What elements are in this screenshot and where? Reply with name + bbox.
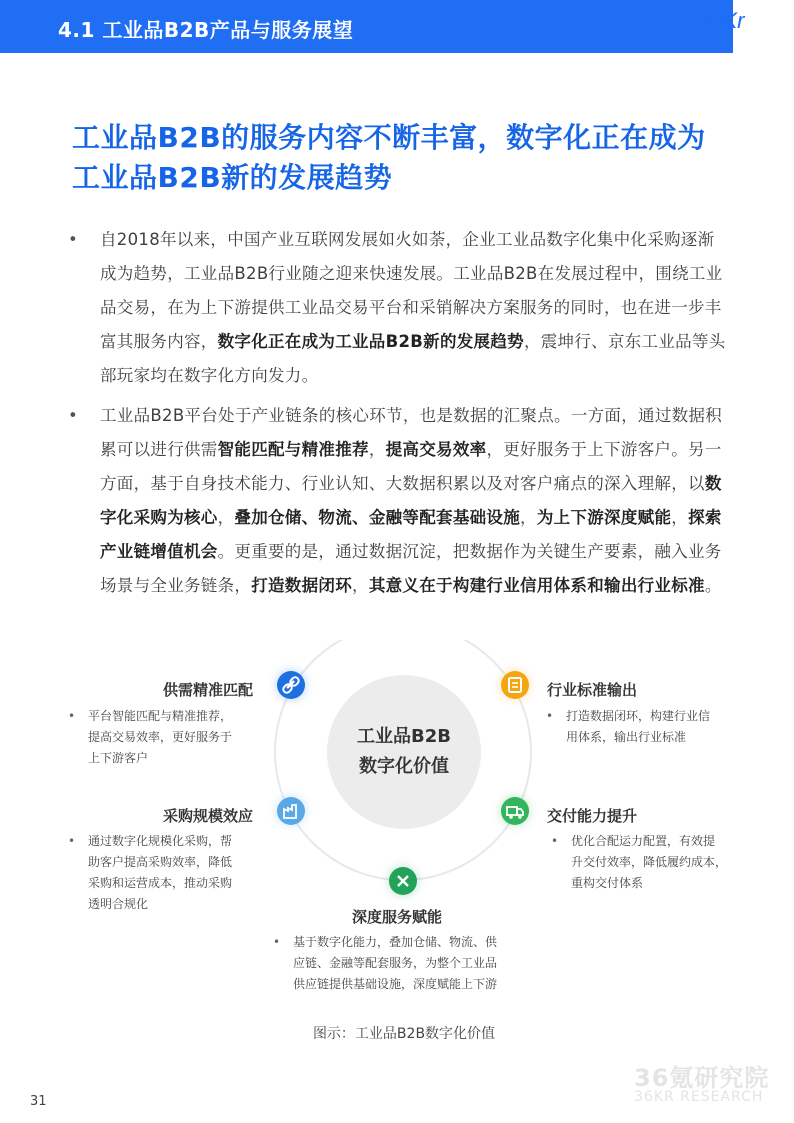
page-number: 31	[30, 1094, 47, 1109]
emphasis-text: 叠加仓储、物流、金融等配套基础设施	[234, 508, 521, 527]
tools-icon	[389, 867, 417, 895]
body-text: 。	[704, 576, 722, 595]
emphasis-text: 智能匹配与精准推荐	[217, 440, 369, 459]
body-text: ，	[520, 508, 537, 527]
link-icon	[277, 671, 305, 699]
body-text: ，震坤行、京东工业品等头部玩家均在数字化方向发力。	[100, 332, 726, 385]
emphasis-text: 其意义在于构建行业信用体系和输出行业标准	[368, 576, 705, 595]
watermark-en: 36KR RESEARCH	[634, 1089, 764, 1105]
logo-text: 36Kr	[698, 8, 745, 33]
node-desc-supply: • 平台智能匹配与精准推荐， 提高交易效率，更好服务于 上下游客户	[68, 709, 233, 765]
bullet-dot: •	[68, 230, 79, 249]
body-text: 工业品B2B平台处于产业链条的核心环节，也是数据的汇聚点。一方面，通过数据积累可以进行供需	[100, 406, 723, 459]
node-label-service: 深度服务赋能	[352, 908, 443, 926]
body-text: 。更重要的是，通过数据沉淀，把数据作为关键生产要素，融入业务场景与全业务链条，	[100, 542, 722, 595]
emphasis-text: 打造数据闭环	[251, 576, 353, 595]
emphasis-text: 探索产业链增值机会	[100, 508, 722, 561]
header-bar	[0, 0, 733, 53]
body-text: ，更好服务于上下游客户。另一方面，基于自身技术能力、行业认知、大数据积累以及对客户痛点的深入理解，以	[100, 440, 722, 493]
emphasis-text: 提高交易效率	[385, 440, 487, 459]
section-title: 4.1 工业品B2B产品与服务展望	[58, 18, 354, 42]
bullet-list	[68, 223, 728, 609]
body-text: ，	[352, 576, 369, 595]
emphasis-text: 数字化采购为核心	[100, 474, 722, 527]
watermark-cn: 36氪研究院	[634, 1064, 770, 1092]
36kr-logo	[692, 2, 794, 52]
factory-icon	[277, 797, 305, 825]
node-desc-delivery: • 优化合配运力配置，有效提 升交付效率，降低履约成本， 重构交付体系	[551, 834, 728, 890]
bullet-paragraph	[68, 399, 728, 603]
node-label-delivery: 交付能力提升	[547, 807, 638, 825]
center-label	[327, 722, 481, 782]
node-label-procurement: 采购规模效应	[163, 807, 254, 825]
bullet-dot: •	[68, 406, 79, 425]
node-label-standard: 行业标准输出	[547, 681, 638, 699]
bullet-paragraph	[68, 223, 728, 393]
truck-icon	[501, 797, 529, 825]
node-desc-procurement: • 通过数字化规模化采购，帮 助客户提高采购效率，降低 采购和运营成本，推动采购 透明合规化	[68, 834, 233, 911]
center-line-1: 工业品B2B	[357, 726, 451, 747]
node-label-supply: 供需精准匹配	[163, 681, 254, 699]
document-icon	[501, 671, 529, 699]
body-text: ，	[217, 508, 235, 527]
node-desc-service: • 基于数字化能力，叠加仓储、物流、供 应链、金融等配套服务，为整个工业品 供应链提供基础设施，深度赋能上下游	[273, 935, 498, 991]
node-desc-standard: • 打造数据闭环，构建行业信 用体系，输出行业标准	[546, 709, 711, 744]
figure-caption: 图示：工业品B2B数字化价值	[312, 1026, 496, 1042]
body-text: ，	[671, 508, 689, 527]
body-text: ，	[368, 440, 386, 459]
center-line-2: 数字化价值	[359, 756, 449, 777]
emphasis-text: 数字化正在成为工业品B2B新的发展趋势	[217, 332, 524, 351]
emphasis-text: 为上下游深度赋能	[536, 508, 672, 527]
body-text: 自2018年以来，中国产业互联网发展如火如荼，企业工业品数字化集中化采购逐渐成为趋势，工业品B2B行业随之迎来快速发展。工业品B2B在发展过程中，围绕工业品交易，在为上下游提供工业品交易平台和采销解决方案服务的同时，也在进一步丰富其服务内容，	[100, 230, 723, 351]
main-title: 工业品B2B的服务内容不断丰富，数字化正在成为工业品B2B新的发展趋势	[72, 121, 706, 194]
